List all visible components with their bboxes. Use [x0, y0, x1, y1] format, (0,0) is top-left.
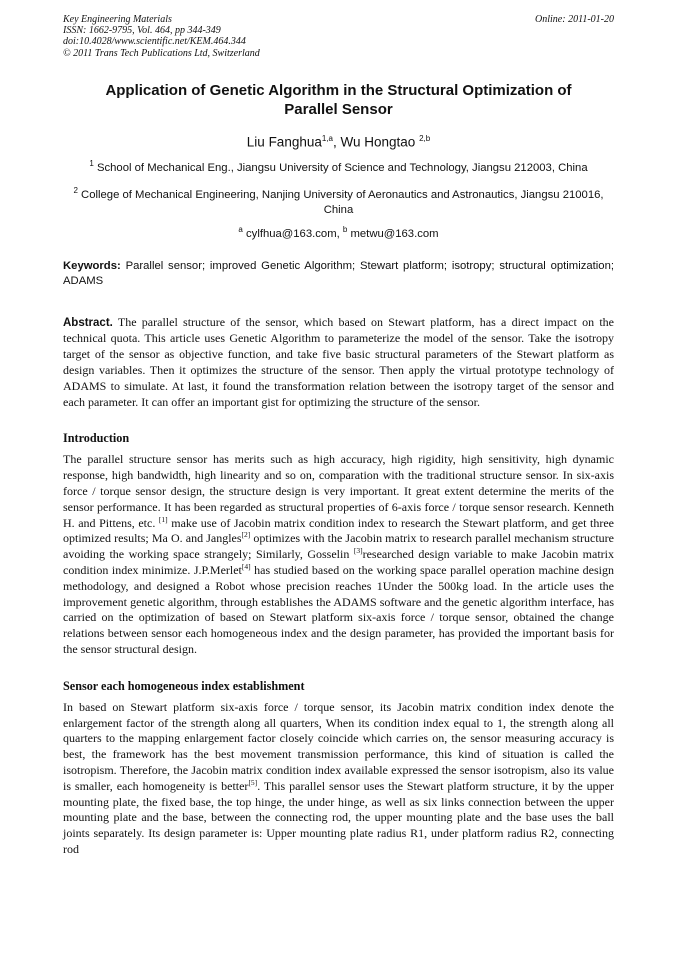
citation-ref: [2]: [241, 530, 251, 540]
body-text: The parallel structure sensor has merits such as high accuracy, high rigidity, high sensitivity, high dynamic response, high bandwidth, high linearity and so on, comparation with the traditional structure sensor. In six-axis force / torque sensor design, the structure design is very important. It great extent determine the merits of the sensor performance. It has been regarded as structural properties of 6-axis force / torque sensor research. Kenneth H. and Pittens, etc.: [63, 452, 614, 530]
doi-line: doi:10.4028/www.scientific.net/KEM.464.344: [63, 36, 246, 48]
author-name: Liu Fanghua: [246, 134, 322, 150]
journal-name: Key Engineering Materials: [63, 14, 172, 25]
email-address: metwu@163.com: [350, 227, 439, 240]
copyright-line: © 2011 Trans Tech Publications Ltd, Switzerland: [63, 47, 260, 59]
abstract-label: Abstract.: [63, 316, 113, 329]
email-address: cylfhua@163.com,: [246, 227, 343, 240]
citation-ref: [1]: [158, 514, 168, 524]
abstract: [63, 315, 614, 411]
author-superscript: 2,b: [419, 133, 431, 143]
affiliation-text: School of Mechanical Eng., Jiangsu University of Science and Technology, Jiangsu 212003, China: [96, 162, 588, 175]
affiliation-1: [63, 156, 614, 176]
affiliation-marker: 2: [73, 186, 78, 196]
body-text: make use of Jacobin matrix condition index to research the Stewart platform, and get three optimized results; Ma O. and Jangles: [63, 515, 614, 546]
citation-ref: [3]: [353, 546, 363, 556]
body-text: has studied based on the working space parallel operation machine design methodology, and designed a Robot whose precision reaches 1Under the 500kg load. In the article uses the improvement genetic algorithm, through establishes the ADAMS software and the genetic algorithm interface, has carried on the optimization of based on Stewart platform six-axis force / torque sensor, obtained the change relations between sensor each homogeneous index and the design parameter, has provided the important basis for the sensor structural design.: [63, 562, 615, 656]
paper-page: [63, 14, 614, 858]
citation-ref: [5]: [248, 777, 258, 787]
author-list: [63, 134, 614, 150]
keywords-text: Parallel sensor; improved Genetic Algorithm; Stewart platform; isotropy; structural optimization; ADAMS: [63, 259, 614, 287]
abstract-text: The parallel structure of the sensor, which based on Stewart platform, has a direct impact on the technical quota. This article uses Genetic Algorithm to parameterize the model of the sensor. Take the isotropy target of the sensor as objective function, and take five basic structural parameters of the Stewart platform as design variables. Then it optimizes the structure of the sensor. Then apply the virtual prototype technology of ADAMS to simulate. At last, it found the transformation relation between the isotropy target of the sensor and each parameter. It can offer an important gist for optimizing the structure of the sensor.: [63, 314, 614, 409]
section-heading-introduction: Introduction: [63, 431, 130, 446]
body-text: researched design variable to make Jacobin matrix condition index minimize. J.P.Merlet: [63, 547, 614, 577]
introduction-paragraph: [63, 452, 614, 657]
journal-header: [63, 14, 614, 59]
section-heading-homogeneous-index: Sensor each homogeneous index establishment: [63, 678, 305, 693]
citation-ref: [4]: [241, 561, 251, 571]
body-text: . This parallel sensor uses the Stewart platform structure, it by the upper mounting plate, the fixed base, the top hinge, the under hinge, as well as six links connection between the upper mounting plate and the base, between the connecting rod, the upper mounting plate and the base uses the ball joints separately. Its design parameter is: Upper mounting plate radius R1, under platform radius R2, connecting rod: [63, 778, 614, 856]
affiliation-2: [63, 183, 614, 218]
email-marker: a: [238, 224, 243, 234]
body-text: optimizes with the Jacobin matrix to research parallel mechanism structure avoiding the working space strangely; Similarly, Gosselin: [63, 531, 614, 562]
keywords: [63, 259, 614, 289]
homogeneous-index-paragraph: [63, 700, 614, 858]
affiliation-marker: 1: [89, 159, 94, 169]
paper-title: Application of Genetic Algorithm in the Structural Optimization of Parallel Sensor: [105, 81, 572, 118]
online-date: Online: 2011-01-20: [535, 14, 614, 25]
author-emails: [63, 225, 614, 240]
keywords-label: Keywords:: [63, 259, 121, 272]
affiliation-text: College of Mechanical Engineering, Nanjing University of Aeronautics and Astronautics, Jiangsu 210016, China: [81, 188, 604, 216]
email-marker: b: [342, 224, 348, 234]
author-name: Wu Hongtao: [340, 134, 416, 150]
author-superscript: 1,a: [321, 133, 333, 143]
body-text: In based on Stewart platform six-axis force / torque sensor, its Jacobin matrix condition index denote the enlargement factor of the strength along all quarters, When its condition index equal to 1, the strength along all quarters to the mapping enlargement factor closely coincide which carries on, the sensor measuring accuracy is best, the framework has the best movement transmission performance, this kind of situation is called the isotropism. Therefore, the Jacobin matrix condition index available expressed the sensor isotropism, also its value is smaller, each homogeneity is better: [63, 699, 614, 793]
author-separator: ,: [332, 134, 341, 150]
issn-line: ISSN: 1662-9795, Vol. 464, pp 344-349: [63, 25, 221, 37]
